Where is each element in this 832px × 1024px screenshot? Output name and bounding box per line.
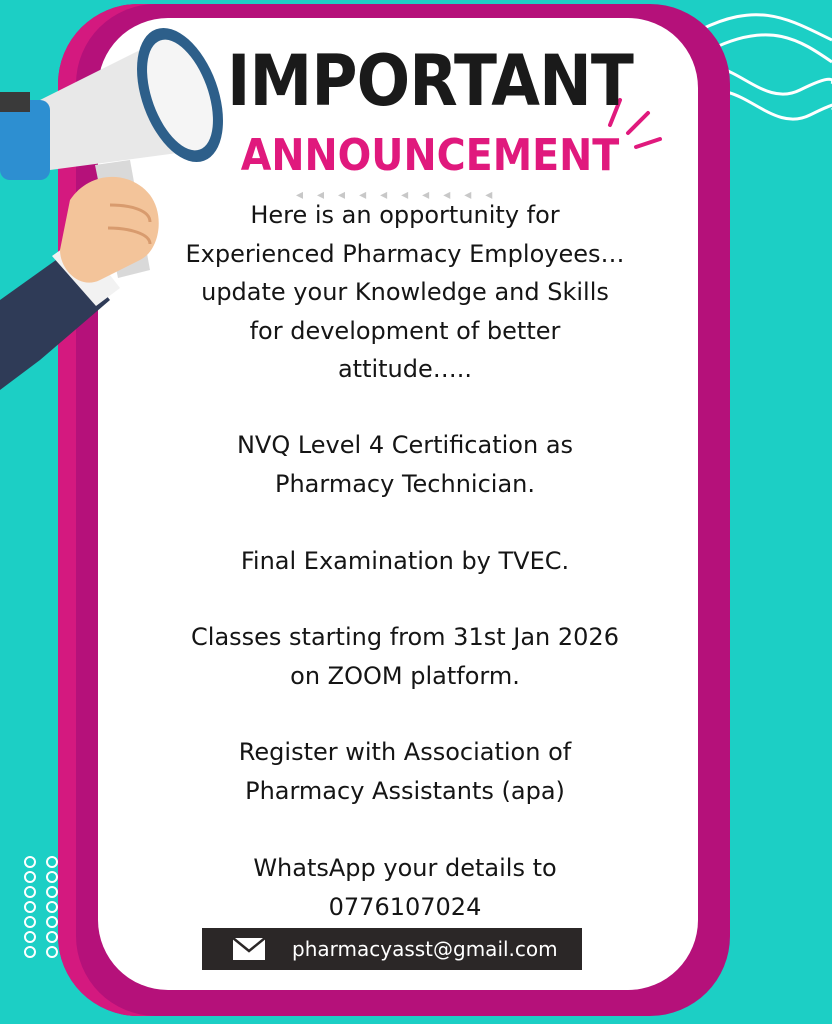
register-paragraph: Register with Association of Pharmacy Assistants (apa)	[238, 738, 572, 805]
intro-paragraph: Here is an opportunity for Experienced Pharmacy Employees… update your Knowledge and Skills for development of better attitude…..	[185, 201, 625, 383]
certification-paragraph: NVQ Level 4 Certification as Pharmacy Technician.	[236, 431, 574, 498]
exam-paragraph: Final Examination by TVEC.	[240, 547, 570, 575]
whatsapp-paragraph: WhatsApp your details to 0776107024	[253, 854, 557, 921]
classes-paragraph: Classes starting from 31st Jan 2026 on ZOOM platform.	[191, 623, 619, 690]
dot-grid-decoration	[24, 856, 61, 958]
headline-title: IMPORTANT	[227, 40, 633, 122]
arrow-chevrons-decoration: ◂◂◂◂◂◂◂◂◂◂	[296, 186, 507, 202]
mail-icon	[224, 937, 274, 961]
email-bar[interactable]	[202, 928, 582, 970]
email-address[interactable]: pharmacyasst@gmail.com	[292, 937, 558, 961]
headline-subtitle: ANNOUNCEMENT	[240, 130, 620, 181]
